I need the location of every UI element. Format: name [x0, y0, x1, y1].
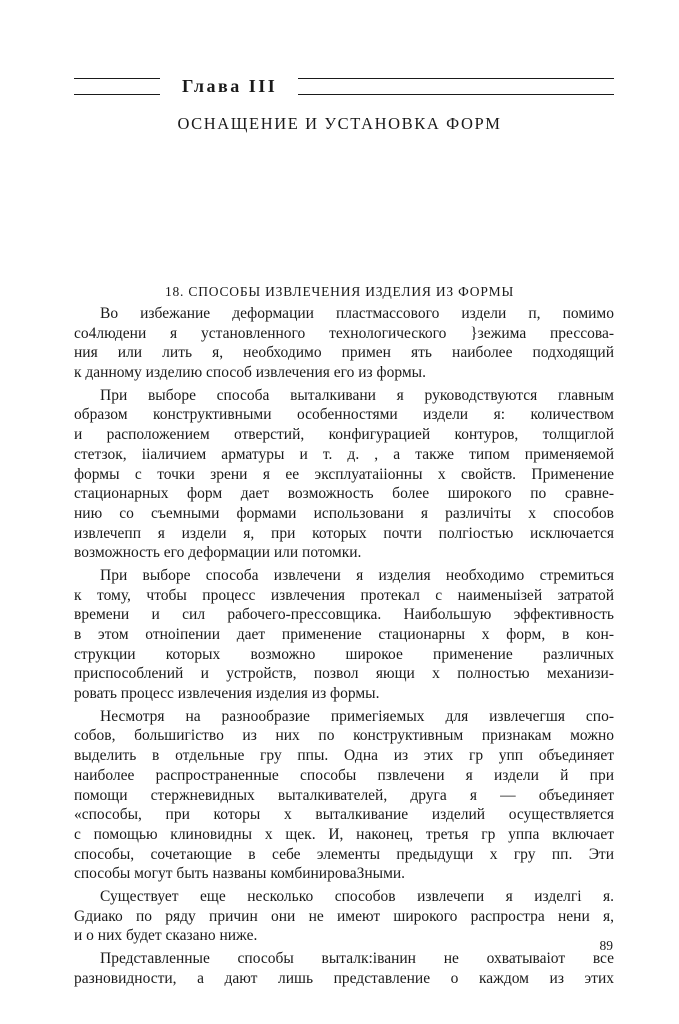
- text-line: Несмотря на разнообразие примегiяемых для извлечегшя спо-: [100, 707, 614, 725]
- text-line: способы, сочетающие в себе элементы предыдущи х гру пп. Эти: [74, 845, 614, 863]
- text-line: формы с точки зрени я ее эксплуатаiiонны х свойств. Применение: [74, 465, 614, 483]
- text-line: помощи стержневидных выталкивателей, друга я — объединяет: [74, 786, 614, 804]
- text-line: с помощью клиновидны х щек. И, наконец, третья гр уппа включает: [74, 825, 614, 843]
- chapter-rule-bottom-right: [298, 94, 498, 95]
- paragraph: [74, 707, 614, 884]
- section-title: 18. СПОСОБЫ ИЗВЛЕЧЕНИЯ ИЗДЕЛИЯ ИЗ ФОРМЫ: [164, 284, 515, 299]
- text-line: собов, большигiство из них по конструктивным признакам можно: [74, 727, 614, 745]
- text-line: возможность его деформации или потомки.: [74, 544, 362, 562]
- text-line: и расположением отверстий, конфигурацией контуров, толщиглой: [74, 426, 614, 444]
- text-line: к данному изделию способ извлечения его из формы.: [74, 364, 426, 382]
- text-line: выделить в отдельные гру ппы. Одна из этих гр упп объединяет: [74, 747, 614, 765]
- chapter-heading: [74, 76, 614, 98]
- text-line: стетзок, iiаличием арматуры и т. д. , а также типом применяемой: [74, 445, 614, 463]
- text-line: Существует еще несколько способов извлечепи я изделгi я.: [100, 887, 614, 905]
- text-line: в этом отноiпении дает применение стационарны х форм, в кон-: [74, 626, 614, 643]
- body-text: [74, 304, 614, 988]
- text-line: Во избежание деформации пластмассового издели п, помимо: [100, 305, 614, 322]
- text-line: со4людени я установленного технологического }зежима прессова-: [74, 324, 614, 342]
- text-line: Представленные способы выталк:iванин не охватываiот все: [100, 950, 614, 967]
- page-number: 89: [599, 938, 613, 953]
- text-line: образом конструктивными особенностями издели я: количеством: [74, 406, 614, 424]
- text-line: времени и сил рабочего-прессовщика. Наибольшую эффективность: [74, 606, 614, 624]
- chapter-subtitle: ОСНАЩЕНИЕ И УСТАНОВКА ФОРМ: [177, 114, 502, 133]
- paragraph: [74, 304, 614, 383]
- chapter-rule-top-right: [298, 78, 614, 79]
- text-line: к тому, чтобы процесс извлечения протекал с наименыiзей затратой: [74, 586, 614, 604]
- text-line: и о них будет сказано ниже.: [74, 927, 258, 945]
- text-line: При выборе способа выталкивани я руководствуются главным: [100, 386, 614, 404]
- text-line: ровать процесс извлечения изделия из формы.: [74, 685, 380, 703]
- text-line: «способы, при которы х выталкивание изделий осуществляется: [74, 806, 614, 824]
- paragraph: [74, 887, 614, 946]
- chapter-title: Глава III: [182, 76, 278, 96]
- chapter-rule-top-left: [74, 78, 160, 79]
- text-line: приспособлений и устройств, позвол яющи х полностью механизи-: [74, 665, 614, 683]
- text-line: наиболее распространенные способы пзвлечени я издели й при: [74, 766, 614, 784]
- text-line: извлечепп я издели я, при которых почти полгiостью исключается: [74, 524, 614, 542]
- text-line: разновидности, а дают лишь представление о каждом из этих: [74, 969, 614, 987]
- paragraph: [74, 566, 614, 704]
- chapter-rule-bottom-right-end: [498, 94, 614, 95]
- text-line: ния или лить я, необходимо примен ять наиболее подходящий: [74, 344, 614, 362]
- text-line: стационарных форм дает возможность более широкого по сравне-: [74, 485, 614, 503]
- text-line: способы могут быть названы комбинироваЗными.: [74, 865, 406, 883]
- text-line: нию со съемными формами использовани я различiты х способов: [74, 504, 614, 522]
- text-line: При выборе способа извлечени я изделия необходимо стремиться: [100, 566, 614, 584]
- chapter-rule-bottom-left: [74, 94, 160, 95]
- text-line: Gдиако по ряду причин они не имеют широкого распростра нени я,: [74, 907, 614, 925]
- paragraph: [74, 949, 614, 988]
- paragraph: [74, 386, 614, 563]
- text-line: струкции которых возможно широкое применение различных: [74, 645, 614, 663]
